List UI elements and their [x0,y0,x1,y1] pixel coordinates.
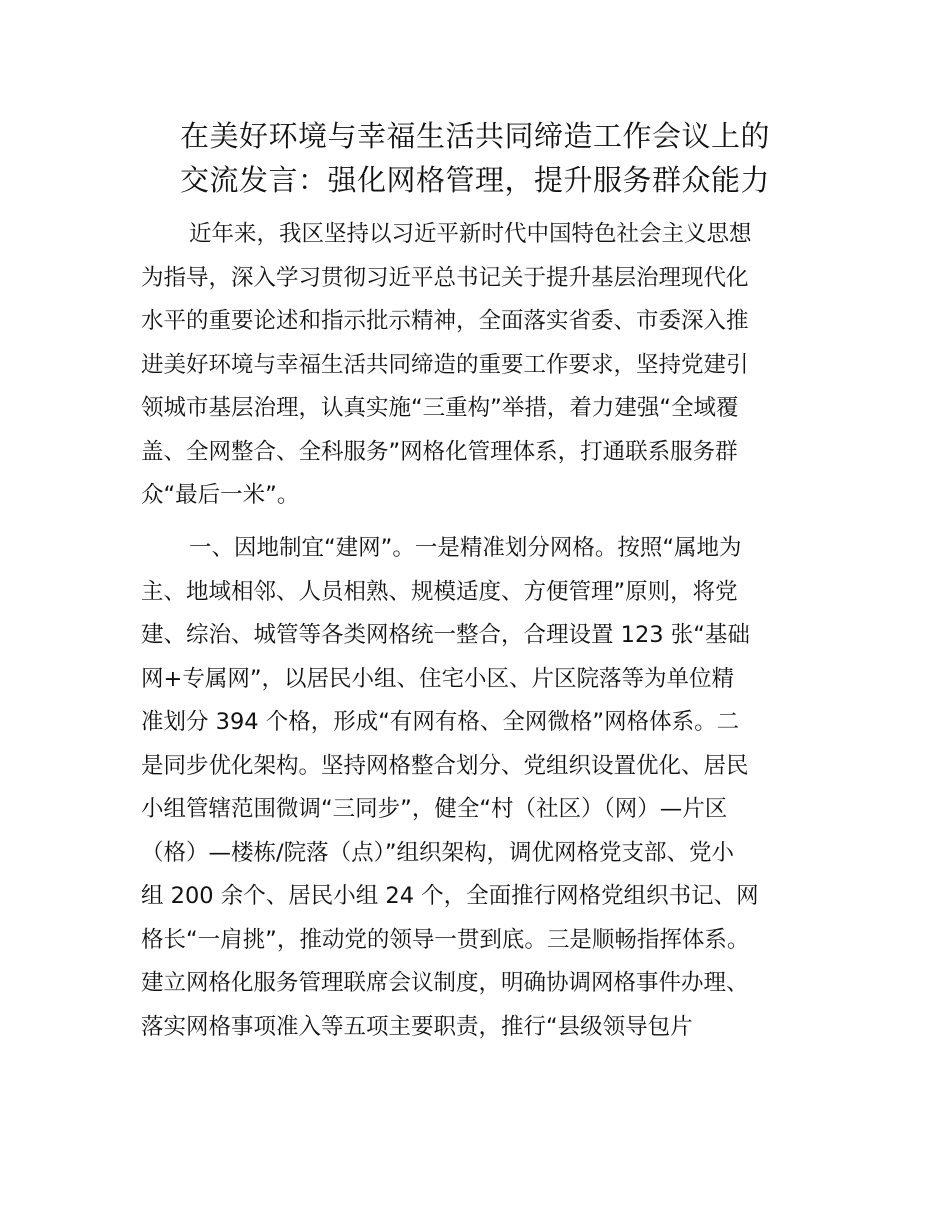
paragraph-line: 领城市基层治理，认真实施“三重构”举措，着力建强“全域覆 [141,395,739,421]
paragraph-line: 落实网格事项准入等五项主要职责，推行“县级领导包片 [141,1013,693,1040]
paragraph-line: 进美好环境与幸福生活共同缔造的重要工作要求，坚持党建引 [141,351,749,378]
paragraph-line: 是同步优化架构。坚持网格整合划分、党组织设置优化、居民 [141,752,749,779]
paragraph-line: 建、综治、城管等各类网格统一整合，合理设置 123 张“基础 [141,622,750,648]
paragraph-line: 众“最后一米”。 [141,482,300,508]
paragraph-line: 小组管辖范围微调“三同步”，健全“村（社区）（网）—片区 [141,796,728,822]
paragraph-section-one [141,527,831,1049]
paragraph-line: （格）—楼栋/院落（点）”组织架构，调优网格党支部、党小 [141,839,734,866]
paragraph-intro [141,213,831,518]
paragraph-line: 一、因地制宜“建网”。一是精准划分网格。按照“属地为 [189,535,742,561]
paragraph-line: 近年来，我区坚持以习近平新时代中国特色社会主义思想 [189,221,752,247]
title-line-2: 交流发言：强化网格管理，提升服务群众能力 [179,163,770,197]
paragraph-line: 准划分 394 个格，形成“有网有格、全网微格”网格体系。二 [141,709,740,735]
paragraph-line: 网+专属网”，以居民小组、住宅小区、片区院落等为单位精 [141,665,735,692]
title-line-1: 在美好环境与幸福生活共同缔造工作会议上的 [179,119,770,153]
paragraph-line: 水平的重要论述和指示批示精神，全面落实省委、市委深入推 [141,308,749,334]
paragraph-line: 组 200 余个、居民小组 24 个，全面推行网格党组织书记、网 [141,883,759,909]
document-title [110,114,840,202]
paragraph-line: 盖、全网整合、全科服务”网格化管理体系，打通联系服务群 [141,438,738,465]
paragraph-line: 格长“一肩挑”，推动党的领导一贯到底。三是顺畅指挥体系。 [141,926,750,953]
paragraph-line: 主、地域相邻、人员相熟、规模适度、方便管理”原则，将党 [141,578,738,605]
paragraph-line: 为指导，深入学习贯彻习近平总书记关于提升基层治理现代化 [141,264,749,291]
paragraph-line: 建立网格化服务管理联席会议制度，明确协调网格事件办理、 [141,970,749,996]
